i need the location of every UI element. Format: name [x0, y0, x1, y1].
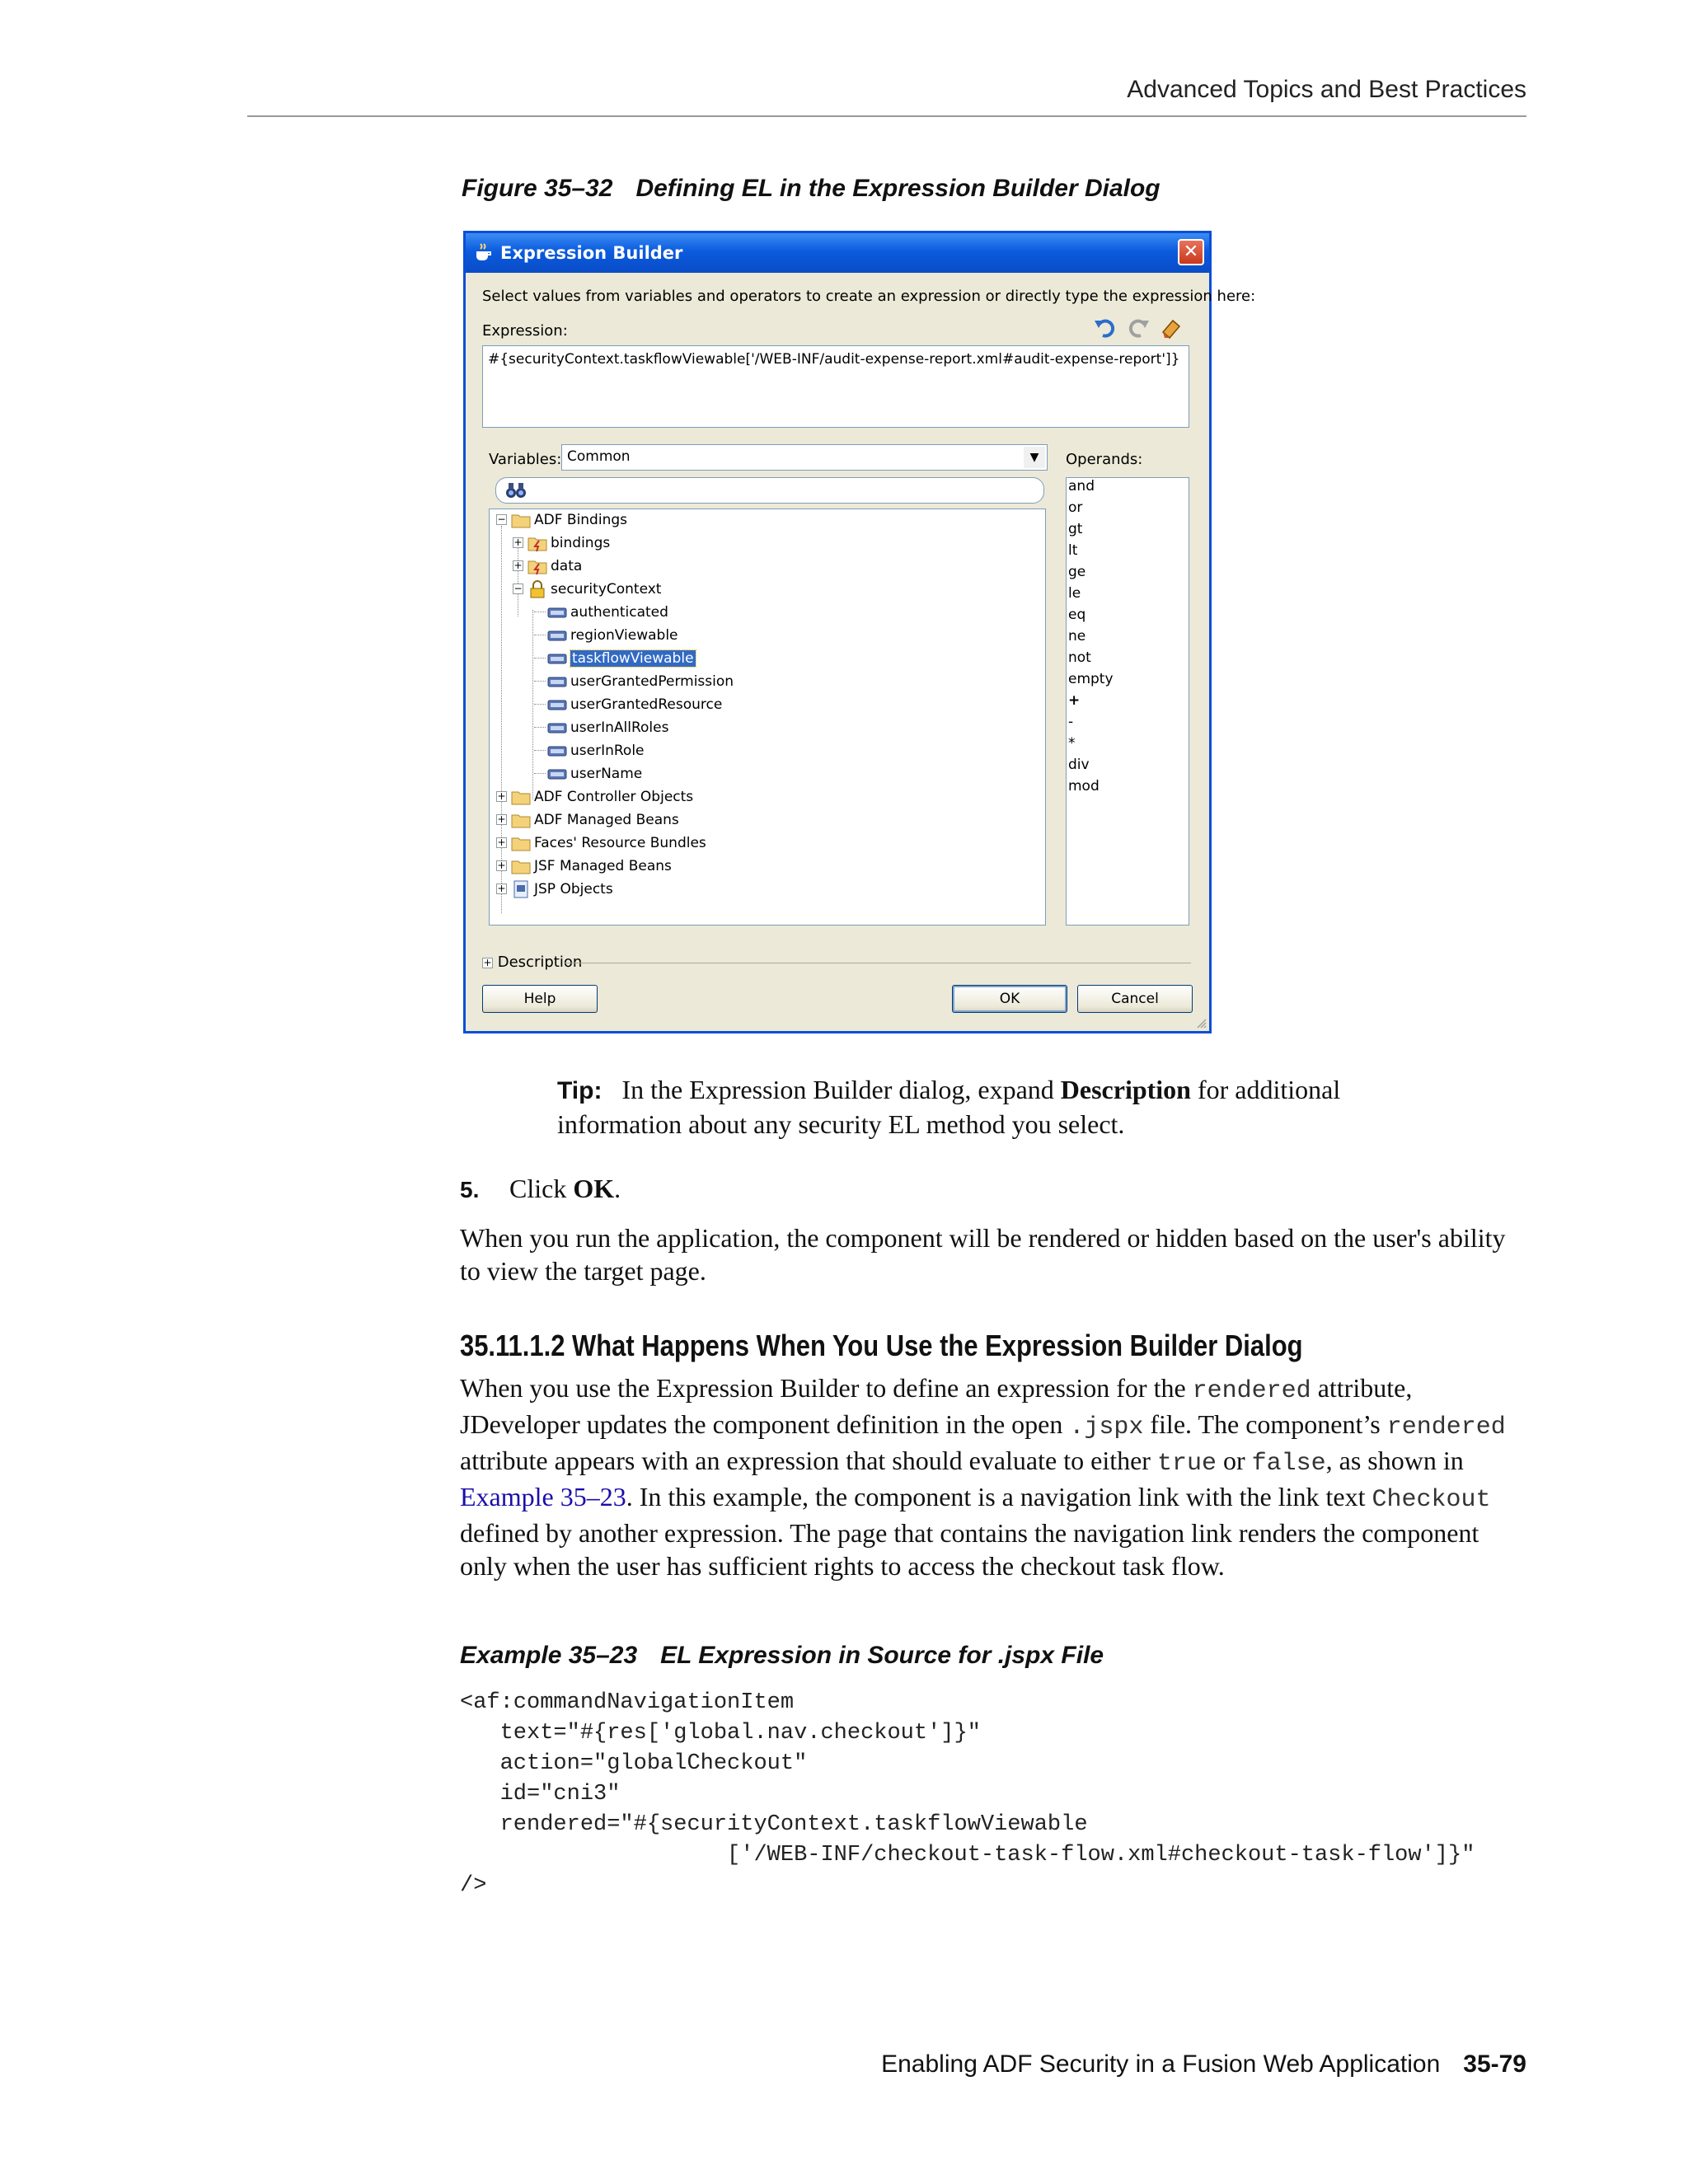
paragraph-section: [460, 1371, 1531, 1582]
folder-icon: [511, 857, 531, 875]
tip-text: In the Expression Builder dialog, expand: [621, 1075, 1061, 1104]
tree-node-label: authenticated: [570, 604, 668, 621]
tree-node-adf-controller-objects[interactable]: [490, 786, 984, 808]
operand-item[interactable]: gt: [1068, 521, 1083, 537]
footer-chapter: Enabling ADF Security in a Fusion Web Application: [881, 2050, 1441, 2078]
tree-node-label: userInRole: [570, 743, 645, 759]
page-number: 35-79: [1463, 2050, 1526, 2078]
collapse-icon[interactable]: −: [513, 583, 523, 594]
tip-note: [557, 1073, 1381, 1141]
operand-item[interactable]: lt: [1068, 542, 1078, 559]
text: When you use the Expression Builder to define an expression for the: [460, 1373, 1193, 1403]
step-5: [460, 1172, 621, 1207]
tree-node-region-viewable[interactable]: [490, 625, 984, 646]
tip-label: Tip:: [557, 1077, 603, 1104]
tree-node-adf-managed-beans[interactable]: [490, 809, 984, 831]
operand-item[interactable]: +: [1068, 692, 1081, 709]
redo-icon[interactable]: [1125, 314, 1151, 340]
example-link[interactable]: Example 35–23: [460, 1482, 626, 1511]
close-button[interactable]: [1178, 239, 1204, 265]
step-number: 5.: [460, 1177, 480, 1202]
expand-icon[interactable]: +: [497, 883, 506, 894]
operand-item[interactable]: *: [1068, 735, 1076, 752]
operand-item[interactable]: le: [1068, 585, 1081, 602]
text: , as shown in: [1325, 1446, 1464, 1475]
collapse-icon[interactable]: −: [497, 513, 506, 525]
tree-node-user-granted-permission[interactable]: [490, 671, 984, 692]
tree-node-label: JSP Objects: [534, 881, 613, 898]
tree-node-label: Faces' Resource Bundles: [534, 835, 706, 851]
example-title: EL Expression in Source for .jspx File: [660, 1642, 1104, 1669]
operand-item[interactable]: eq: [1068, 607, 1086, 623]
figure-title: Defining EL in the Expression Builder Dialog: [635, 175, 1160, 202]
code-inline: Checkout: [1372, 1486, 1491, 1514]
text: . In this example, the component is a navigation link with the link text: [626, 1482, 1372, 1511]
method-icon: [547, 765, 567, 783]
ok-button[interactable]: OK: [952, 985, 1067, 1013]
code-inline: rendered: [1386, 1413, 1506, 1441]
method-icon: [547, 649, 567, 668]
code-block: <af:commandNavigationItem text="#{res['global.nav.checkout']}" action="globalCheckout" id="cni3" rendered="#{securityContext.taskflowViewable ['/WEB-INF/checkout-task-flow.xml#checkout-task-flow']}" />: [460, 1690, 1475, 1898]
text: file. The component’s: [1143, 1409, 1387, 1439]
tree-node-label: JSF Managed Beans: [534, 858, 672, 874]
folder-data-icon: [528, 534, 547, 552]
folder-icon: [511, 511, 531, 529]
tip-text-end: for additional information about any security EL method you select.: [557, 1075, 1341, 1139]
operand-item[interactable]: mod: [1068, 778, 1100, 794]
operand-item[interactable]: empty: [1068, 671, 1114, 687]
text: attribute, JDeveloper updates the component definition in the open: [460, 1373, 1413, 1439]
tree-node-label: bindings: [551, 535, 611, 551]
method-icon: [547, 696, 567, 714]
operand-item[interactable]: div: [1068, 757, 1090, 773]
variables-dropdown[interactable]: [561, 444, 1048, 471]
operand-item[interactable]: ge: [1068, 564, 1086, 580]
operand-item[interactable]: -: [1068, 714, 1074, 730]
jdeveloper-cup-icon: [472, 241, 494, 263]
tree-node-adf-bindings[interactable]: [490, 509, 984, 531]
example-number: Example 35–23: [460, 1642, 638, 1669]
dialog-title: Expression Builder: [500, 243, 683, 263]
tree-node-user-granted-resource[interactable]: [490, 694, 984, 715]
expand-icon[interactable]: +: [497, 837, 506, 848]
expression-label: Expression:: [482, 322, 568, 340]
section-heading: 35.11.1.2 What Happens When You Use the Expression Builder Dialog: [460, 1329, 1303, 1362]
lock-icon: [528, 580, 547, 598]
method-icon: [547, 719, 567, 737]
header-rule: [247, 115, 1526, 117]
tree-node-security-context[interactable]: [490, 579, 984, 600]
variables-search-input[interactable]: [495, 477, 1044, 504]
expand-icon[interactable]: +: [513, 537, 523, 548]
chevron-down-icon[interactable]: ▼: [1024, 447, 1045, 468]
tree-node-data[interactable]: [490, 555, 984, 577]
tree-node-taskflow-viewable[interactable]: [490, 648, 984, 669]
operand-item[interactable]: or: [1068, 499, 1083, 516]
variables-label: Variables:: [489, 451, 562, 468]
text: defined by another expression. The page that contains the navigation link renders the component only when the user has sufficient rights to access the checkout task flow.: [460, 1518, 1479, 1581]
text: or: [1216, 1446, 1252, 1475]
tree-node-label: userGrantedResource: [570, 696, 723, 713]
resize-grip-icon[interactable]: [1194, 1016, 1207, 1029]
expand-icon[interactable]: +: [513, 560, 523, 571]
tree-node-label-selected: taskflowViewable: [572, 650, 694, 667]
folder-icon: [511, 788, 531, 806]
method-icon: [547, 742, 567, 760]
expression-builder-dialog: [463, 231, 1256, 1033]
code-inline: rendered: [1192, 1377, 1311, 1405]
code-inline: .jspx: [1069, 1413, 1144, 1441]
close-icon: ✕: [1183, 241, 1199, 262]
code-inline: true: [1156, 1450, 1217, 1478]
description-label: Description: [497, 954, 583, 971]
variables-selected-value: Common: [567, 448, 631, 465]
folder-icon: [511, 811, 531, 829]
tree-node-jsp-objects[interactable]: [490, 879, 984, 900]
cancel-button[interactable]: Cancel: [1077, 985, 1193, 1013]
binoculars-icon: [504, 480, 528, 500]
variables-tree: [489, 509, 1046, 926]
tree-node-label: securityContext: [551, 581, 662, 598]
method-icon: [547, 626, 567, 644]
step-end: .: [614, 1174, 621, 1203]
tree-node-label: data: [551, 558, 583, 574]
expand-icon[interactable]: +: [497, 860, 506, 871]
tip-bold: Description: [1060, 1075, 1191, 1104]
tree-node-jsf-managed-beans[interactable]: [490, 855, 984, 877]
expand-icon[interactable]: +: [497, 790, 506, 802]
operand-item[interactable]: not: [1068, 649, 1091, 666]
instruction-text: Select values from variables and operators to create an expression or directly type the expression here:: [482, 288, 1256, 305]
method-icon: [547, 673, 567, 691]
expression-toolbar: [1092, 312, 1191, 342]
figure-caption: [462, 175, 1160, 203]
operand-item[interactable]: and: [1068, 478, 1095, 494]
folder-icon: [511, 834, 531, 852]
expand-icon[interactable]: +: [497, 813, 506, 825]
tree-node-label: ADF Managed Beans: [534, 812, 679, 828]
page-footer: [881, 2050, 1526, 2079]
expression-input[interactable]: #{securityContext.taskflowViewable['/WEB-INF/audit-expense-report.xml#audit-expense-report']}: [482, 345, 1189, 428]
operands-list: [1066, 477, 1189, 926]
example-caption: [460, 1642, 1104, 1670]
dialog-titlebar[interactable]: [466, 233, 1209, 273]
running-header: Advanced Topics and Best Practices: [1127, 76, 1526, 103]
tree-node-label: ADF Controller Objects: [534, 789, 694, 805]
step-bold: OK: [573, 1174, 615, 1203]
operands-label: Operands:: [1066, 451, 1143, 468]
tree-node-authenticated[interactable]: [490, 602, 984, 623]
tree-node-label: ADF Bindings: [534, 512, 627, 528]
operand-item[interactable]: ne: [1068, 628, 1086, 644]
undo-icon[interactable]: [1092, 314, 1118, 340]
tree-node-user-name[interactable]: [490, 763, 984, 785]
tree-node-bindings[interactable]: [490, 532, 984, 554]
jsp-page-icon: [511, 880, 531, 898]
tree-node-user-in-role[interactable]: [490, 740, 984, 762]
code-inline: false: [1251, 1450, 1326, 1478]
tree-node-label: regionViewable: [570, 627, 678, 644]
tree-node-label: userGrantedPermission: [570, 673, 734, 690]
tree-node-label: userInAllRoles: [570, 719, 669, 736]
tree-node-label: userName: [570, 766, 643, 782]
expand-icon[interactable]: +: [483, 956, 492, 968]
help-button[interactable]: Help: [482, 985, 598, 1013]
paragraph-run: When you run the application, the component will be rendered or hidden based on the user's ability to view the target page.: [460, 1223, 1506, 1286]
figure-number: Figure 35–32: [462, 175, 613, 202]
method-icon: [547, 603, 567, 621]
clear-eraser-icon[interactable]: [1158, 314, 1184, 340]
step-text: Click: [509, 1174, 574, 1203]
tree-node-faces-resource-bundles[interactable]: [490, 832, 984, 854]
folder-data-icon: [528, 557, 547, 575]
tree-node-user-in-all-roles[interactable]: [490, 717, 984, 738]
text: attribute appears with an expression that should evaluate to either: [460, 1446, 1157, 1475]
